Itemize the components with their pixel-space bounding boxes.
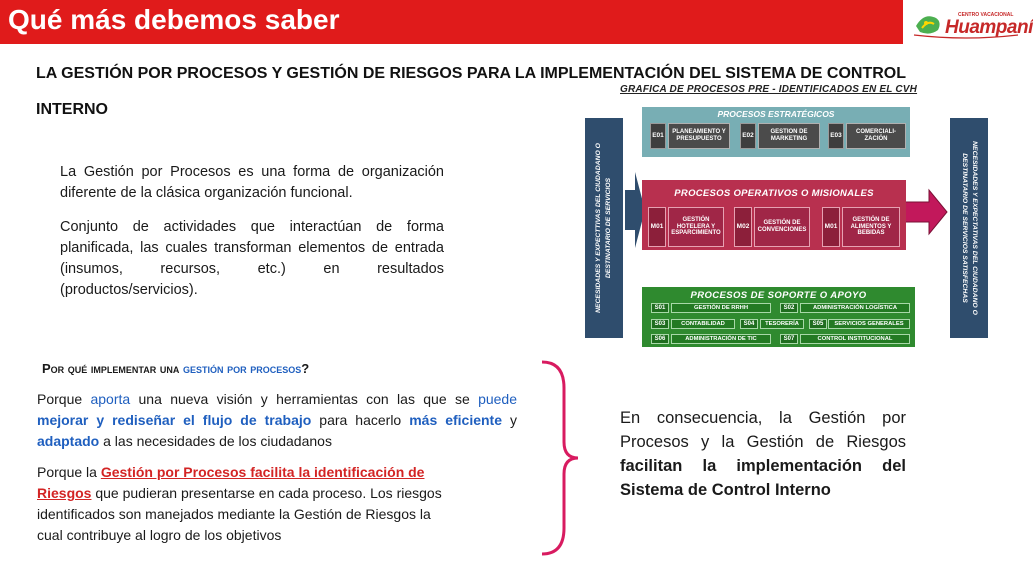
reason-1-text: a las necesidades de los ciudadanos xyxy=(103,433,332,449)
process-box: GESTIÓN DE CONVENCIONES xyxy=(754,207,810,247)
title-bar xyxy=(0,0,903,44)
process-box: GESTION DE MARKETING xyxy=(758,123,820,149)
process-box: GESTIÓN DE ALIMENTOS Y BEBIDAS xyxy=(842,207,900,247)
process-box: COMERCIALI-ZACIÓN xyxy=(846,123,906,149)
diagram-title: GRAFICA DE PROCESOS PRE - IDENTIFICADOS EN EL CVH xyxy=(620,84,918,95)
logo-name: Huampaní xyxy=(945,17,1033,38)
operational-processes-panel xyxy=(642,180,906,250)
reason-1-emphasis: más eficiente xyxy=(409,412,503,428)
process-code: E01 xyxy=(650,123,666,149)
process-code: M01 xyxy=(822,207,840,247)
output-arrow-icon xyxy=(905,190,947,234)
reason-1 xyxy=(37,389,517,452)
diagram-input-bar xyxy=(585,118,623,338)
why-heading xyxy=(42,361,309,376)
process-box: TESORERÍA xyxy=(760,319,804,329)
reason-1-text: para hacerlo xyxy=(319,412,402,428)
process-code: S04 xyxy=(740,319,758,329)
intro-text xyxy=(60,162,444,301)
process-code: S07 xyxy=(780,334,798,344)
process-box: CONTROL INSTITUCIONAL xyxy=(800,334,910,344)
process-code: M01 xyxy=(648,207,666,247)
reason-1-text: y xyxy=(510,412,517,428)
conclusion-text-plain: En consecuencia, la Gestión por Procesos y la Gestión de Riesgos xyxy=(620,409,906,451)
reason-2 xyxy=(37,462,447,546)
process-code: S01 xyxy=(651,303,669,313)
conclusion-text-bold: facilitan la implementación del Sistema de Control Interno xyxy=(620,457,906,499)
main-heading: LA GESTIÓN POR PROCESOS Y GESTIÓN DE RIESGOS PARA LA IMPLEMENTACIÓN DEL SISTEMA DE CONTROL INTERNO xyxy=(36,65,906,118)
output-bar-label: NECESIDADES Y EXPECTATIVAS DEL CIUDADANO O DESTINATARIO DE SERVICIOS SATISFECHAS xyxy=(961,141,978,315)
process-box: ADMINISTRACIÓN LOGÍSTICA xyxy=(800,303,910,313)
process-box: GESTIÓN DE RRHH xyxy=(671,303,771,313)
process-box: SERVICIOS GENERALES xyxy=(828,319,910,329)
conclusion-text xyxy=(620,406,906,502)
logo-caption: CENTRO VACACIONAL xyxy=(958,12,1014,18)
process-code: S03 xyxy=(651,319,669,329)
reason-1-text: una nueva visión y herramientas con las que se xyxy=(138,391,470,407)
strategic-panel-title: PROCESOS ESTRATÉGICOS xyxy=(717,109,835,119)
reason-2-emphasis: Gestión por Procesos facilita la identificación de Riesgos xyxy=(37,464,425,501)
input-bar-label: NECESIDADES Y EXPECTTIVAS DEL CIUDADANO O DESTINATARIO DE SERVICIOS xyxy=(595,143,612,313)
reason-2-text: que pudieran presentarse en cada proceso. Los riesgos identificados son manejados mediante la Gestión de Riesgos la cual contribuye al logro de los objetivos xyxy=(37,485,442,543)
reason-1-emphasis: mejorar y rediseñar el flujo de trabajo xyxy=(37,412,312,428)
process-code: S02 xyxy=(780,303,798,313)
process-box: PLANEAMIENTO Y PRESUPUESTO xyxy=(668,123,730,149)
process-code: E02 xyxy=(740,123,756,149)
process-code: M02 xyxy=(734,207,752,247)
intro-paragraph-1: La Gestión por Procesos es una forma de organización diferente de la clásica organización funcional. xyxy=(60,164,444,201)
why-heading-prefix: Por qué implementar una xyxy=(42,361,180,376)
reason-2-text: Porque la xyxy=(37,464,97,480)
intro-paragraph-2: Conjunto de actividades que interactúan de forma planificada, las cuales transforman elementos de entrada (insumos, recursos, etc.) en resultados (productos/servicios). xyxy=(60,219,444,298)
process-box: ADMINISTRACIÓN DE TIC xyxy=(671,334,771,344)
operational-panel-title: PROCESOS OPERATIVOS O MISIONALES xyxy=(674,188,874,199)
process-box: GESTIÓN HOTELERA Y ESPARCIMIENTO xyxy=(668,207,724,247)
reason-1-text: Porque xyxy=(37,391,83,407)
process-code: S06 xyxy=(651,334,669,344)
reason-1-highlight: puede xyxy=(478,391,517,407)
strategic-processes-panel xyxy=(642,107,910,157)
process-box: CONTABILIDAD xyxy=(671,319,735,329)
slide-title: Qué más debemos saber xyxy=(8,4,340,35)
why-heading-highlight: gestión por procesos xyxy=(182,361,302,376)
process-code: S05 xyxy=(809,319,827,329)
process-code: E03 xyxy=(828,123,844,149)
reason-1-emphasis: adaptado xyxy=(37,433,100,449)
reason-1-highlight: aporta xyxy=(90,391,131,407)
why-heading-suffix: ? xyxy=(301,361,310,376)
right-brace-icon xyxy=(538,358,582,558)
support-processes-panel xyxy=(642,287,915,347)
diagram-output-bar xyxy=(950,118,988,338)
support-panel-title: PROCESOS DE SOPORTE O APOYO xyxy=(690,290,867,301)
